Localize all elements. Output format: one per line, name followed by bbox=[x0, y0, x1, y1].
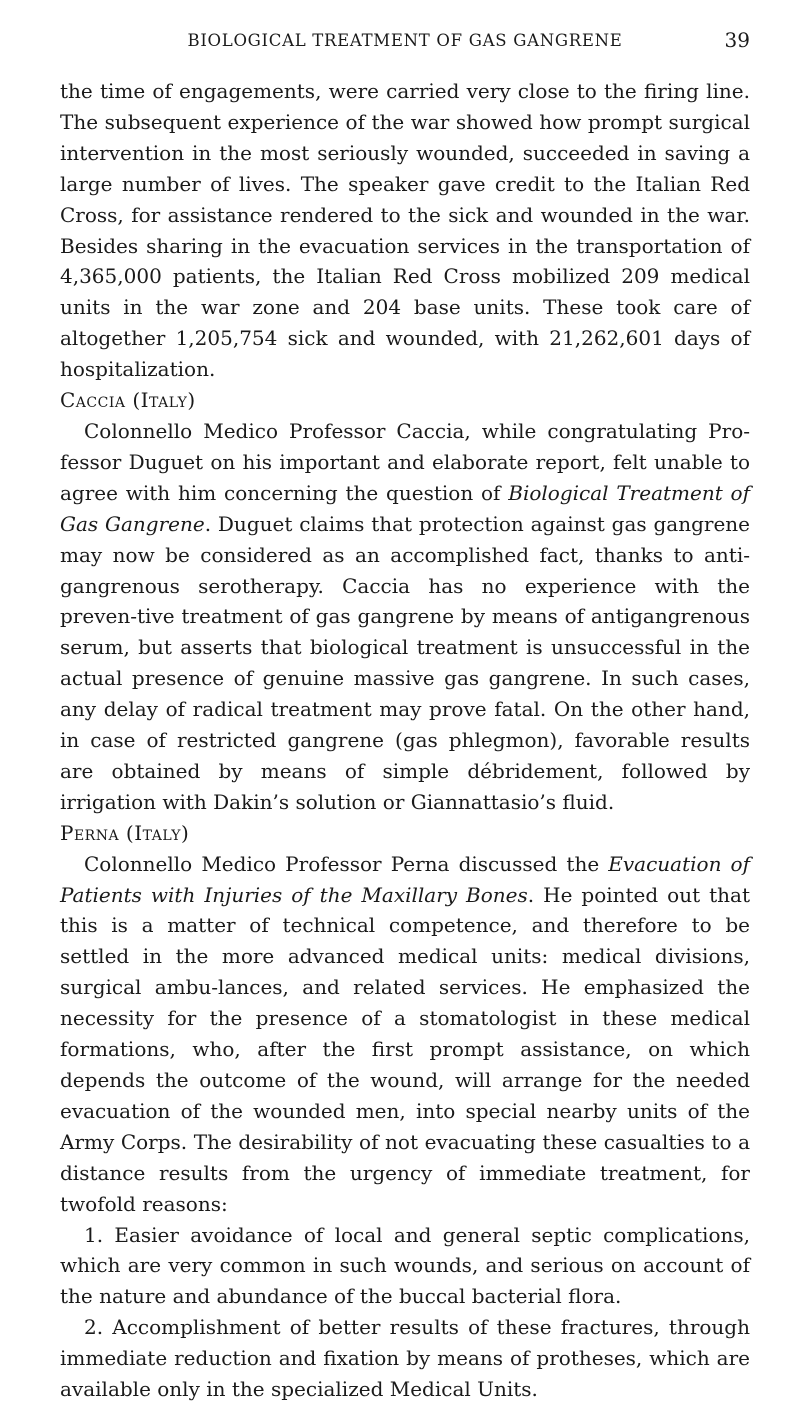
book-page bbox=[60, 0, 750, 1405]
running-head: BIOLOGICAL TREATMENT OF GAS GANGRENE bbox=[187, 31, 623, 50]
paragraph-perna bbox=[60, 849, 750, 1220]
caccia-report-title: Biological Treatment of Gas Gangrene bbox=[60, 480, 750, 536]
caccia-text-a: Colonnello Medico Professor Caccia, while congratulating Pro-fessor Duguet on his important and elaborate report, felt unable to agree with him concerning the question of bbox=[60, 418, 750, 505]
body-text bbox=[60, 76, 750, 1405]
page-number: 39 bbox=[724, 28, 750, 52]
page-header bbox=[60, 0, 750, 60]
perna-text-b: . He pointed out that this is a matter of technical competence, and therefore to be settled in the more advanced medical units: medical divisions, surgical ambu-lances, and related services. He emphasized the necessity for the presence of a stomatologist in these medical formations, who, after the first prompt assistance, on which depends the outcome of the wound, will arrange for the needed evacuation of the wounded men, into special nearby units of the Army Corps. The desirability of not evacuating these casualties to a distance results from the urgency of immediate treatment, for twofold reasons: bbox=[60, 882, 750, 1216]
paragraph-red-cross: the time of engagements, were carried very close to the firing line. The subsequent experience of the war showed how prompt surgical intervention in the most seriously wounded, succeeded in saving a large number of lives. The speaker gave credit to the Italian Red Cross, for assistance rendered to the sick and wounded in the war. Besides sharing in the evacuation services in the transportation of 4,365,000 patients, the Italian Red Cross mobilized 209 medical units in the war zone and 204 base units. These took care of altogether 1,205,754 sick and wounded, with 21,262,601 days of hospitalization. bbox=[60, 79, 750, 382]
paragraph-caccia bbox=[60, 416, 750, 818]
perna-text-a: Colonnello Medico Professor Perna discussed the bbox=[84, 851, 609, 876]
section-heading-caccia: Caccia (Italy) bbox=[60, 388, 196, 413]
section-heading-perna: Perna (Italy) bbox=[60, 820, 190, 845]
list-item-2: 2. Accomplishment of better results of these fractures, through immediate reduction and fixation by means of protheses, which are available only in the specialized Medical Units. bbox=[60, 1315, 750, 1402]
list-item-1: 1. Easier avoidance of local and general septic complications, which are very common in such wounds, and serious on account of the nature and abundance of the buccal bacterial flora. bbox=[60, 1222, 750, 1309]
caccia-text-b: . Duguet claims that protection against gas gangrene may now be considered as an accomplished fact, thanks to anti-gangrenous serotherapy. Caccia has no experience with the preven-tive treatment of gas gangrene by means of antigangrenous serum, but asserts that biological treatment is unsuccessful in the actual presence of genuine massive gas gangrene. In such cases, any delay of radical treatment may prove fatal. On the other hand, in case of restricted gangrene (gas phlegmon), favorable results are obtained by means of simple débridement, followed by irrigation with Dakin’s solution or Giannattasio’s fluid. bbox=[60, 511, 750, 814]
perna-report-title: Evacuation of Patients with Injuries of the Maxillary Bones bbox=[60, 851, 750, 907]
